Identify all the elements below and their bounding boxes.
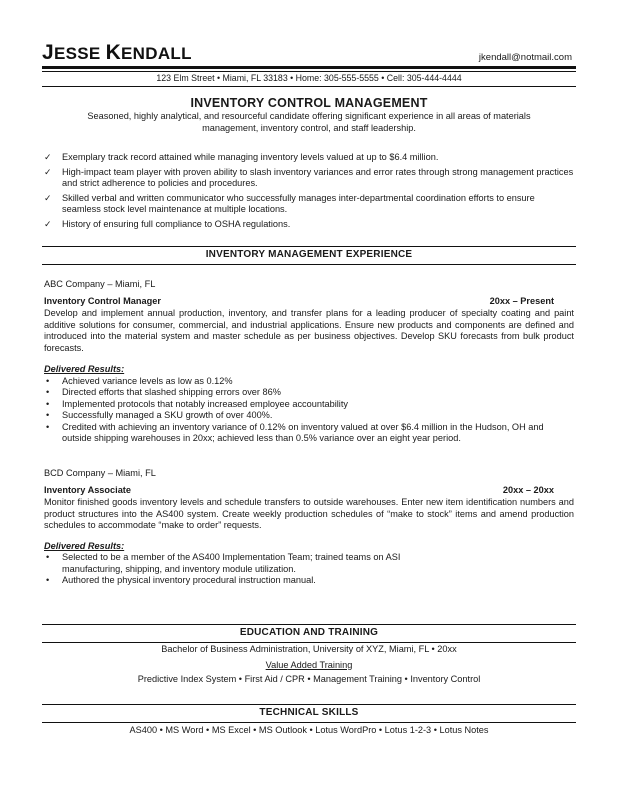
highlights-list bbox=[44, 152, 574, 233]
result-item bbox=[44, 387, 574, 399]
result-text: Selected to be a member of the AS400 Implementation Team; trained teams on ASI manufacturing, shipping, and inventory module utilization. bbox=[62, 552, 401, 574]
contact-rule bbox=[42, 86, 576, 87]
experience-section-title: INVENTORY MANAGEMENT EXPERIENCE bbox=[205, 249, 413, 260]
results-list bbox=[44, 376, 574, 445]
check-icon: ✓ bbox=[44, 192, 52, 203]
objective-summary: Seasoned, highly analytical, and resourceful candidate offering significant experience in all areas of materials management, inventory control, and staff leadership. bbox=[87, 111, 531, 133]
bullet-icon: • bbox=[46, 387, 50, 397]
education-section-title: EDUCATION AND TRAINING bbox=[239, 627, 379, 638]
highlight-item bbox=[44, 152, 574, 164]
header-rule-thin bbox=[42, 71, 576, 72]
job-title: Inventory Control Manager bbox=[44, 295, 161, 306]
check-icon: ✓ bbox=[44, 218, 52, 229]
education-block bbox=[44, 644, 574, 686]
email-address[interactable]: jkendall@notmail.com bbox=[478, 52, 572, 63]
education-section-header bbox=[42, 624, 576, 643]
name-last-rest: ENDALL bbox=[121, 44, 192, 63]
contact-line: 123 Elm Street • Miami, FL 33183 • Home: 305-555-5555 • Cell: 305-444-4444 bbox=[156, 73, 462, 83]
job-dates: 20xx – 20xx bbox=[502, 484, 554, 495]
name-initial-first: J bbox=[42, 41, 54, 64]
check-icon: ✓ bbox=[44, 152, 52, 162]
job-title: Inventory Associate bbox=[44, 484, 131, 495]
bullet-icon: • bbox=[46, 552, 50, 562]
company-name: ABC Company – Miami, FL bbox=[44, 279, 156, 289]
degree-line: Bachelor of Business Administration, University of XYZ, Miami, FL • 20xx bbox=[161, 644, 457, 654]
bullet-icon: • bbox=[46, 575, 50, 585]
job-entry-bcd bbox=[44, 468, 574, 587]
result-text: Authored the physical inventory procedural instruction manual. bbox=[62, 575, 316, 585]
result-item bbox=[44, 399, 574, 411]
objective-title: INVENTORY CONTROL MANAGEMENT bbox=[190, 96, 428, 110]
job-title-row bbox=[44, 485, 574, 497]
result-item bbox=[44, 410, 574, 422]
bullet-icon: • bbox=[46, 421, 50, 432]
job-dates: 20xx – Present bbox=[489, 295, 554, 306]
result-text: Implemented protocols that notably increased employee accountability bbox=[62, 398, 348, 409]
training-line: Predictive Index System • First Aid / CPR • Management Training • Inventory Control bbox=[137, 674, 481, 684]
name-initial-last: K bbox=[105, 41, 122, 64]
highlight-text: Exemplary track record attained while managing inventory levels valued at up to $6.4 million. bbox=[62, 152, 439, 162]
check-icon: ✓ bbox=[44, 166, 52, 177]
result-item bbox=[44, 376, 574, 388]
highlight-item bbox=[44, 167, 574, 190]
job-description: Monitor finished goods inventory levels and schedule transfers to outside warehouses. Enter new item identification numbers and product structures into the AS400 system. Create weekly production schedules of “make to stock” items and amend production schedules to accommodate “make to order” requests. bbox=[44, 497, 574, 530]
training-label: Value Added Training bbox=[265, 659, 353, 670]
candidate-name bbox=[42, 40, 192, 66]
highlight-text: Skilled verbal and written communicator who successfully manages inter-departmental coordination efforts to ensure seamless stock level maintenance at multiple locations. bbox=[62, 192, 535, 214]
results-label: Delivered Results: bbox=[44, 540, 125, 551]
skills-line: AS400 • MS Word • MS Excel • MS Outlook • Lotus WordPro • Lotus 1-2-3 • Lotus Notes bbox=[129, 725, 489, 735]
job-description: Develop and implement annual production, inventory, and transfer plans for a leading producer of specialty coating and paint additive solutions for consumer, commercial, and industrial applications. Ensure new products and components are defined and introduced into the material system and master schedule as per business objectives. Develop SKU forecasts from bulk product forecasts. bbox=[44, 308, 574, 353]
job-title-row bbox=[44, 296, 574, 308]
bullet-icon: • bbox=[46, 410, 50, 420]
highlight-item bbox=[44, 219, 574, 231]
highlight-text: High-impact team player with proven ability to slash inventory variances and error rates through strong management practices and strict adherence to policies and procedures. bbox=[62, 166, 574, 188]
skills-section-header bbox=[42, 704, 576, 723]
highlight-text: History of ensuring full compliance to OSHA regulations. bbox=[62, 218, 291, 229]
result-item bbox=[44, 552, 574, 575]
company-name: BCD Company – Miami, FL bbox=[44, 468, 156, 478]
results-list bbox=[44, 552, 574, 587]
header-rule-thick bbox=[42, 66, 576, 69]
experience-section-header bbox=[42, 246, 576, 265]
result-text: Achieved variance levels as low as 0.12% bbox=[62, 375, 233, 386]
bullet-icon: • bbox=[46, 375, 50, 386]
name-first-rest: ESSE bbox=[53, 44, 101, 63]
result-text: Successfully managed a SKU growth of over 400%. bbox=[62, 410, 273, 420]
highlight-item bbox=[44, 193, 574, 216]
results-label: Delivered Results: bbox=[44, 364, 125, 374]
skills-section-title: TECHNICAL SKILLS bbox=[259, 707, 359, 718]
result-item bbox=[44, 422, 574, 445]
result-text: Credited with achieving an inventory variance of 0.12% on inventory valued at over $6.4 million in the Hudson, OH and outside shipping warehouses in 20xx; achieved less than 0.5% variance over an eight year period. bbox=[62, 421, 544, 443]
result-text: Directed efforts that slashed shipping errors over 86% bbox=[62, 387, 281, 397]
result-item bbox=[44, 575, 574, 587]
bullet-icon: • bbox=[46, 398, 50, 409]
job-entry-abc bbox=[44, 279, 574, 445]
